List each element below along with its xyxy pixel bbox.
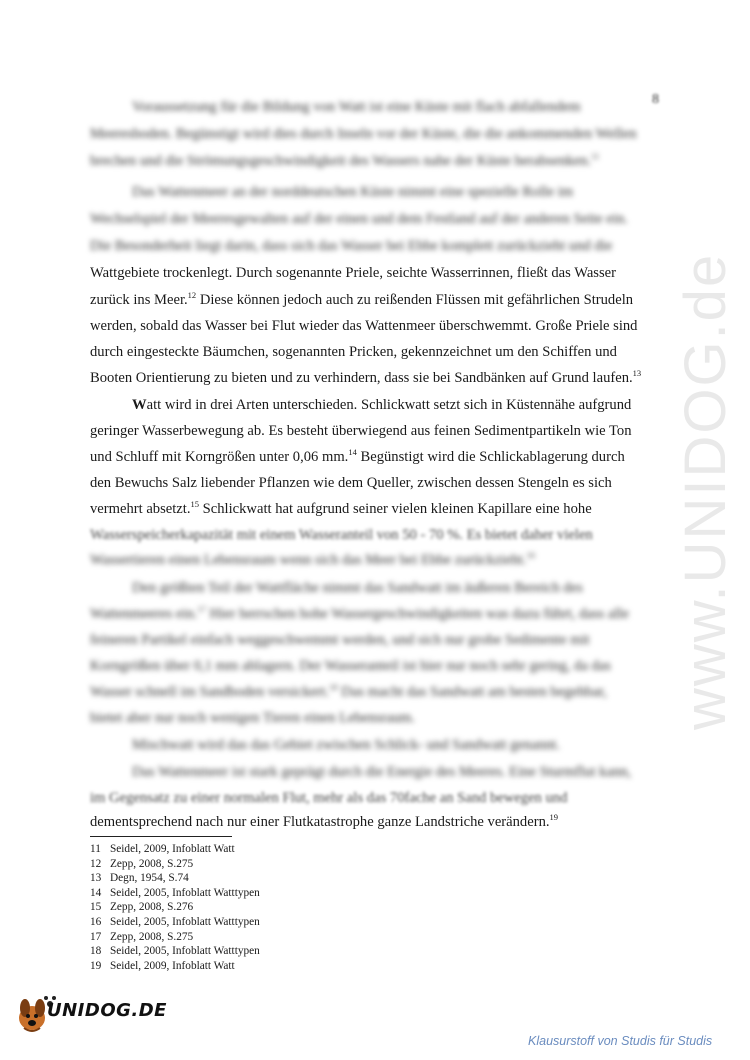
footnote [90, 915, 260, 929]
body-line: zurück ins Meer.$^{12}$ Diese können jedoch auch zu reißenden Flüssen mit gefährlichen Strudeln [90, 290, 634, 308]
body-line: Booten Orientierung zu bieten und zu verhindern, dass sie bei Sandbänken auf Grund laufen.$^{13}$ [90, 368, 642, 386]
body-line: feineren Partikel einfach weggeschwemmt werden, und sich nur grobe Sedimente mit [90, 632, 590, 648]
footnote-number: 11 [90, 843, 101, 855]
footnote-text: Seidel, 2009, Infoblatt Watt [110, 843, 235, 855]
body-line: Den größten Teil der Wattfläche nimmt das Sandwatt im äußeren Bereich des [132, 580, 583, 596]
footnote [90, 857, 193, 871]
body-line: und Schluff mit Korngrößen unter 0,06 mm.$^{14}$ Begünstigt wird die Schlickablagerung durch [90, 447, 625, 465]
body-line: Wasser schnell im Sandboden versickert.$^{18}$ Das macht das Sandwatt am besten begehbar, [90, 682, 607, 700]
body-line: Das Wattenmeer ist stark geprägt durch die Energie des Meeres. Eine Sturmflut kann, [132, 764, 632, 780]
footnote-number: 19 [90, 959, 102, 972]
body-line: Wattenmeeres ein.$^{17}$ Hier herrschen hohe Wassergeschwindigkeiten was dazu führt, dass alle [90, 604, 629, 622]
body-line: im Gegensatz zu einer normalen Flut, mehr als das 70fache an Sand bewegen und [90, 790, 568, 806]
body-line: Wattgebiete trockenlegt. Durch sogenannte Priele, seichte Wasserrinnen, fließt das Wasser [90, 265, 616, 281]
watermark: www.UNIDOG.de [673, 252, 738, 730]
logo-text: UNIDOG.DE [47, 1000, 167, 1021]
page-number: 8 [652, 92, 659, 107]
body-line: Das Wattenmeer an der norddeutschen Küste nimmt eine spezielle Rolle im [132, 184, 574, 200]
footnote-text: Degn, 1954, S.74 [110, 872, 189, 885]
body-line: Wasserspeicherkapazität mit einem Wasseranteil von 50 - 70 %. Es bietet daher vielen [90, 527, 593, 543]
body-line: brechen und die Strömungsgeschwindigkeit des Wassers nahe der Küste herabsenken.$^{11}$ [90, 151, 600, 169]
footnote-text: Zepp, 2008, S.275 [110, 930, 194, 943]
body-line: Wassertieren einen Lebensraum wenn sich das Meer bei Ebbe zurückzieht.$^{16}$ [90, 550, 535, 568]
body-line: werden, sobald das Wasser bei Flut wieder das Wattenmeer überschwemmt. Große Priele sind [90, 318, 638, 334]
footnote-number: 14 [90, 886, 102, 899]
body-line: geringer Wasserbewegung ab. Es besteht überwiegend aus feinen Sedimentpartikeln wie Ton [90, 423, 632, 439]
footnote-text: Seidel, 2005, Infoblatt Watttypen [110, 886, 260, 899]
footer-tagline: Klausurstoff von Studis für Studis [528, 1034, 713, 1048]
footnote-number: 12 [90, 857, 102, 870]
footnote-number: 13 [90, 872, 102, 885]
footnote-number: 17 [90, 930, 102, 943]
footnote [90, 842, 235, 856]
footnote [90, 900, 193, 914]
body-line: dementsprechend nach nur einer Flutkatastrophe ganze Landstriche verändern.$^{19}$ [90, 812, 559, 830]
body-line: Wechselspiel der Meeresgewalten auf der einen und dem Festland auf der anderen Seite ein. [90, 211, 628, 227]
body-line: Meeresboden. Begünstigt wird dies durch Inseln vor der Küste, die die ankommenden Wellen [90, 126, 637, 142]
footnote-text: Seidel, 2009, Infoblatt Watt [110, 959, 235, 972]
footnote [90, 944, 260, 958]
footnote-separator [90, 836, 232, 837]
footnote [90, 871, 189, 885]
footnote-text: Zepp, 2008, S.276 [110, 901, 194, 914]
footnote-number: 18 [90, 945, 102, 958]
footnote-number: 15 [90, 901, 102, 914]
footnote-number: 16 [90, 916, 102, 928]
body-line: bietet aber nur noch wenigen Tieren einen Lebensraum. [90, 710, 416, 726]
footnote [90, 886, 260, 900]
footnote-text: Seidel, 2005, Infoblatt Watttypen [110, 945, 260, 958]
body-line: durch eingesteckte Bäumchen, sogenannten Pricken, gekennzeichnet um den Schiffen und [90, 344, 617, 360]
footnote-text: Seidel, 2005, Infoblatt Watttypen [110, 916, 260, 928]
body-line: vermehrt absetzt.$^{15}$ Schlickwatt hat aufgrund seiner vielen kleinen Kapillare eine hohe [90, 499, 592, 517]
body-line: Korngrößen über 0,1 mm ablagern. Der Wasseranteil ist hier nur noch sehr gering, da das [90, 658, 611, 674]
footnote [90, 959, 235, 973]
body-line: Voraussetzung für die Bildung von Watt ist eine Küste mit flach abfallendem [132, 99, 581, 115]
footnote-text: Zepp, 2008, S.275 [110, 857, 194, 870]
body-line: Mischwatt wird das das Gebiet zwischen Schlick- und Sandwatt genannt. [132, 737, 560, 753]
body-line: Watt wird in drei Arten unterschieden. Schlickwatt setzt sich in Küstennähe aufgrund [132, 397, 632, 413]
footnote [90, 930, 193, 944]
body-line: Die Besonderheit liegt darin, dass sich das Wasser bei Ebbe komplett zurückzieht und die [90, 238, 613, 254]
body-line: den Bewuchs Salz liebender Pflanzen wie dem Queller, zwischen dessen Stengeln es sich [90, 475, 612, 491]
